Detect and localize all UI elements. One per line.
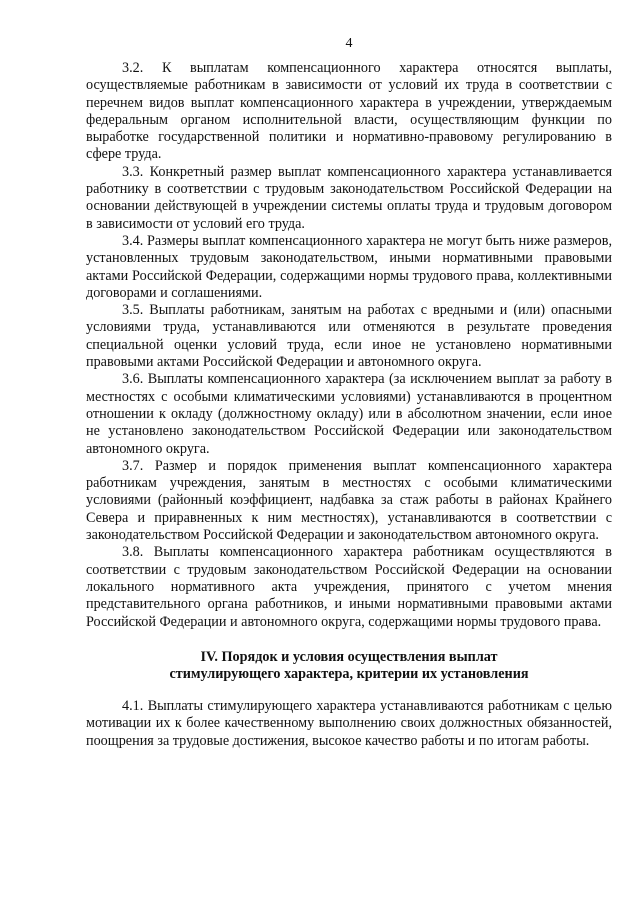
paragraph-3-8: 3.8. Выплаты компенсационного характера работникам осуществляются в соответствии с трудовым законодательством Российской Федерации на основании локального нормативного акта учреждения, принятого с учетом мнения представительного органа работников, и иными нормативными правовыми актами Российской Федерации и автономного округа, содержащими нормы трудового права.: [86, 544, 612, 630]
paragraph-3-4: 3.4. Размеры выплат компенсационного характера не могут быть ниже размеров, установленных трудовым законодательством, иными нормативными правовыми актами Российской Федерации, содержащими нормы трудового права, коллективными договорами и соглашениями.: [86, 232, 612, 301]
section-heading-line-1: IV. Порядок и условия осуществления выплат: [200, 648, 498, 665]
paragraph-3-7: 3.7. Размер и порядок применения выплат компенсационного характера работникам учреждения, занятым в местностях с особыми климатическими условиями (районный коэффициент, надбавка за стаж работы в районах Крайнего Севера и приравненных к ним местностях), устанавливаются в соответствии с законодательством Российской Федерации и законодательством автономного округа.: [86, 457, 612, 544]
paragraph-3-2: 3.2. К выплатам компенсационного характера относятся выплаты, осуществляемые работникам в зависимости от условий их труда в соответствии с перечнем видов выплат компенсационного характера в учреждении, утверждаемым федеральным органом исполнительной власти, осуществляющим функции по выработке государственной политики и нормативно-правовому регулированию в сфере труда.: [86, 60, 612, 163]
page-number: 4: [345, 36, 353, 51]
paragraph-3-3: 3.3. Конкретный размер выплат компенсационного характера устанавливается работнику в соответствии с трудовым законодательством Российской Федерации на основании действующей в учреждении системы оплаты труда и трудовым договором в зависимости от условий его труда.: [86, 163, 612, 232]
paragraph-3-5: 3.5. Выплаты работникам, занятым на работах с вредными и (или) опасными условиями труда, устанавливаются или отменяются в результате проведения специальной оценки условий труда, если иное не установлено нормативными правовыми актами Российской Федерации и автономного округа.: [86, 302, 612, 371]
paragraph-3-6: 3.6. Выплаты компенсационного характера (за исключением выплат за работу в местностях с особыми климатическими условиями) устанавливаются в процентном отношении к окладу (должностному окладу) или в абсолютном значении, если иное не установлено законодательством Российской Федерации или законодательством автономного округа.: [86, 371, 612, 457]
document-page: [86, 0, 612, 905]
section-heading-line-2: стимулирующего характера, критерии их установления: [169, 666, 529, 683]
paragraph-4-1: 4.1. Выплаты стимулирующего характера устанавливаются работникам с целью мотивации их к более качественному выполнению своих должностных обязанностей, поощрения за трудовые достижения, высокое качество работы и по итогам работы.: [86, 697, 612, 749]
section-heading: [86, 649, 612, 684]
document-body: [86, 60, 612, 750]
